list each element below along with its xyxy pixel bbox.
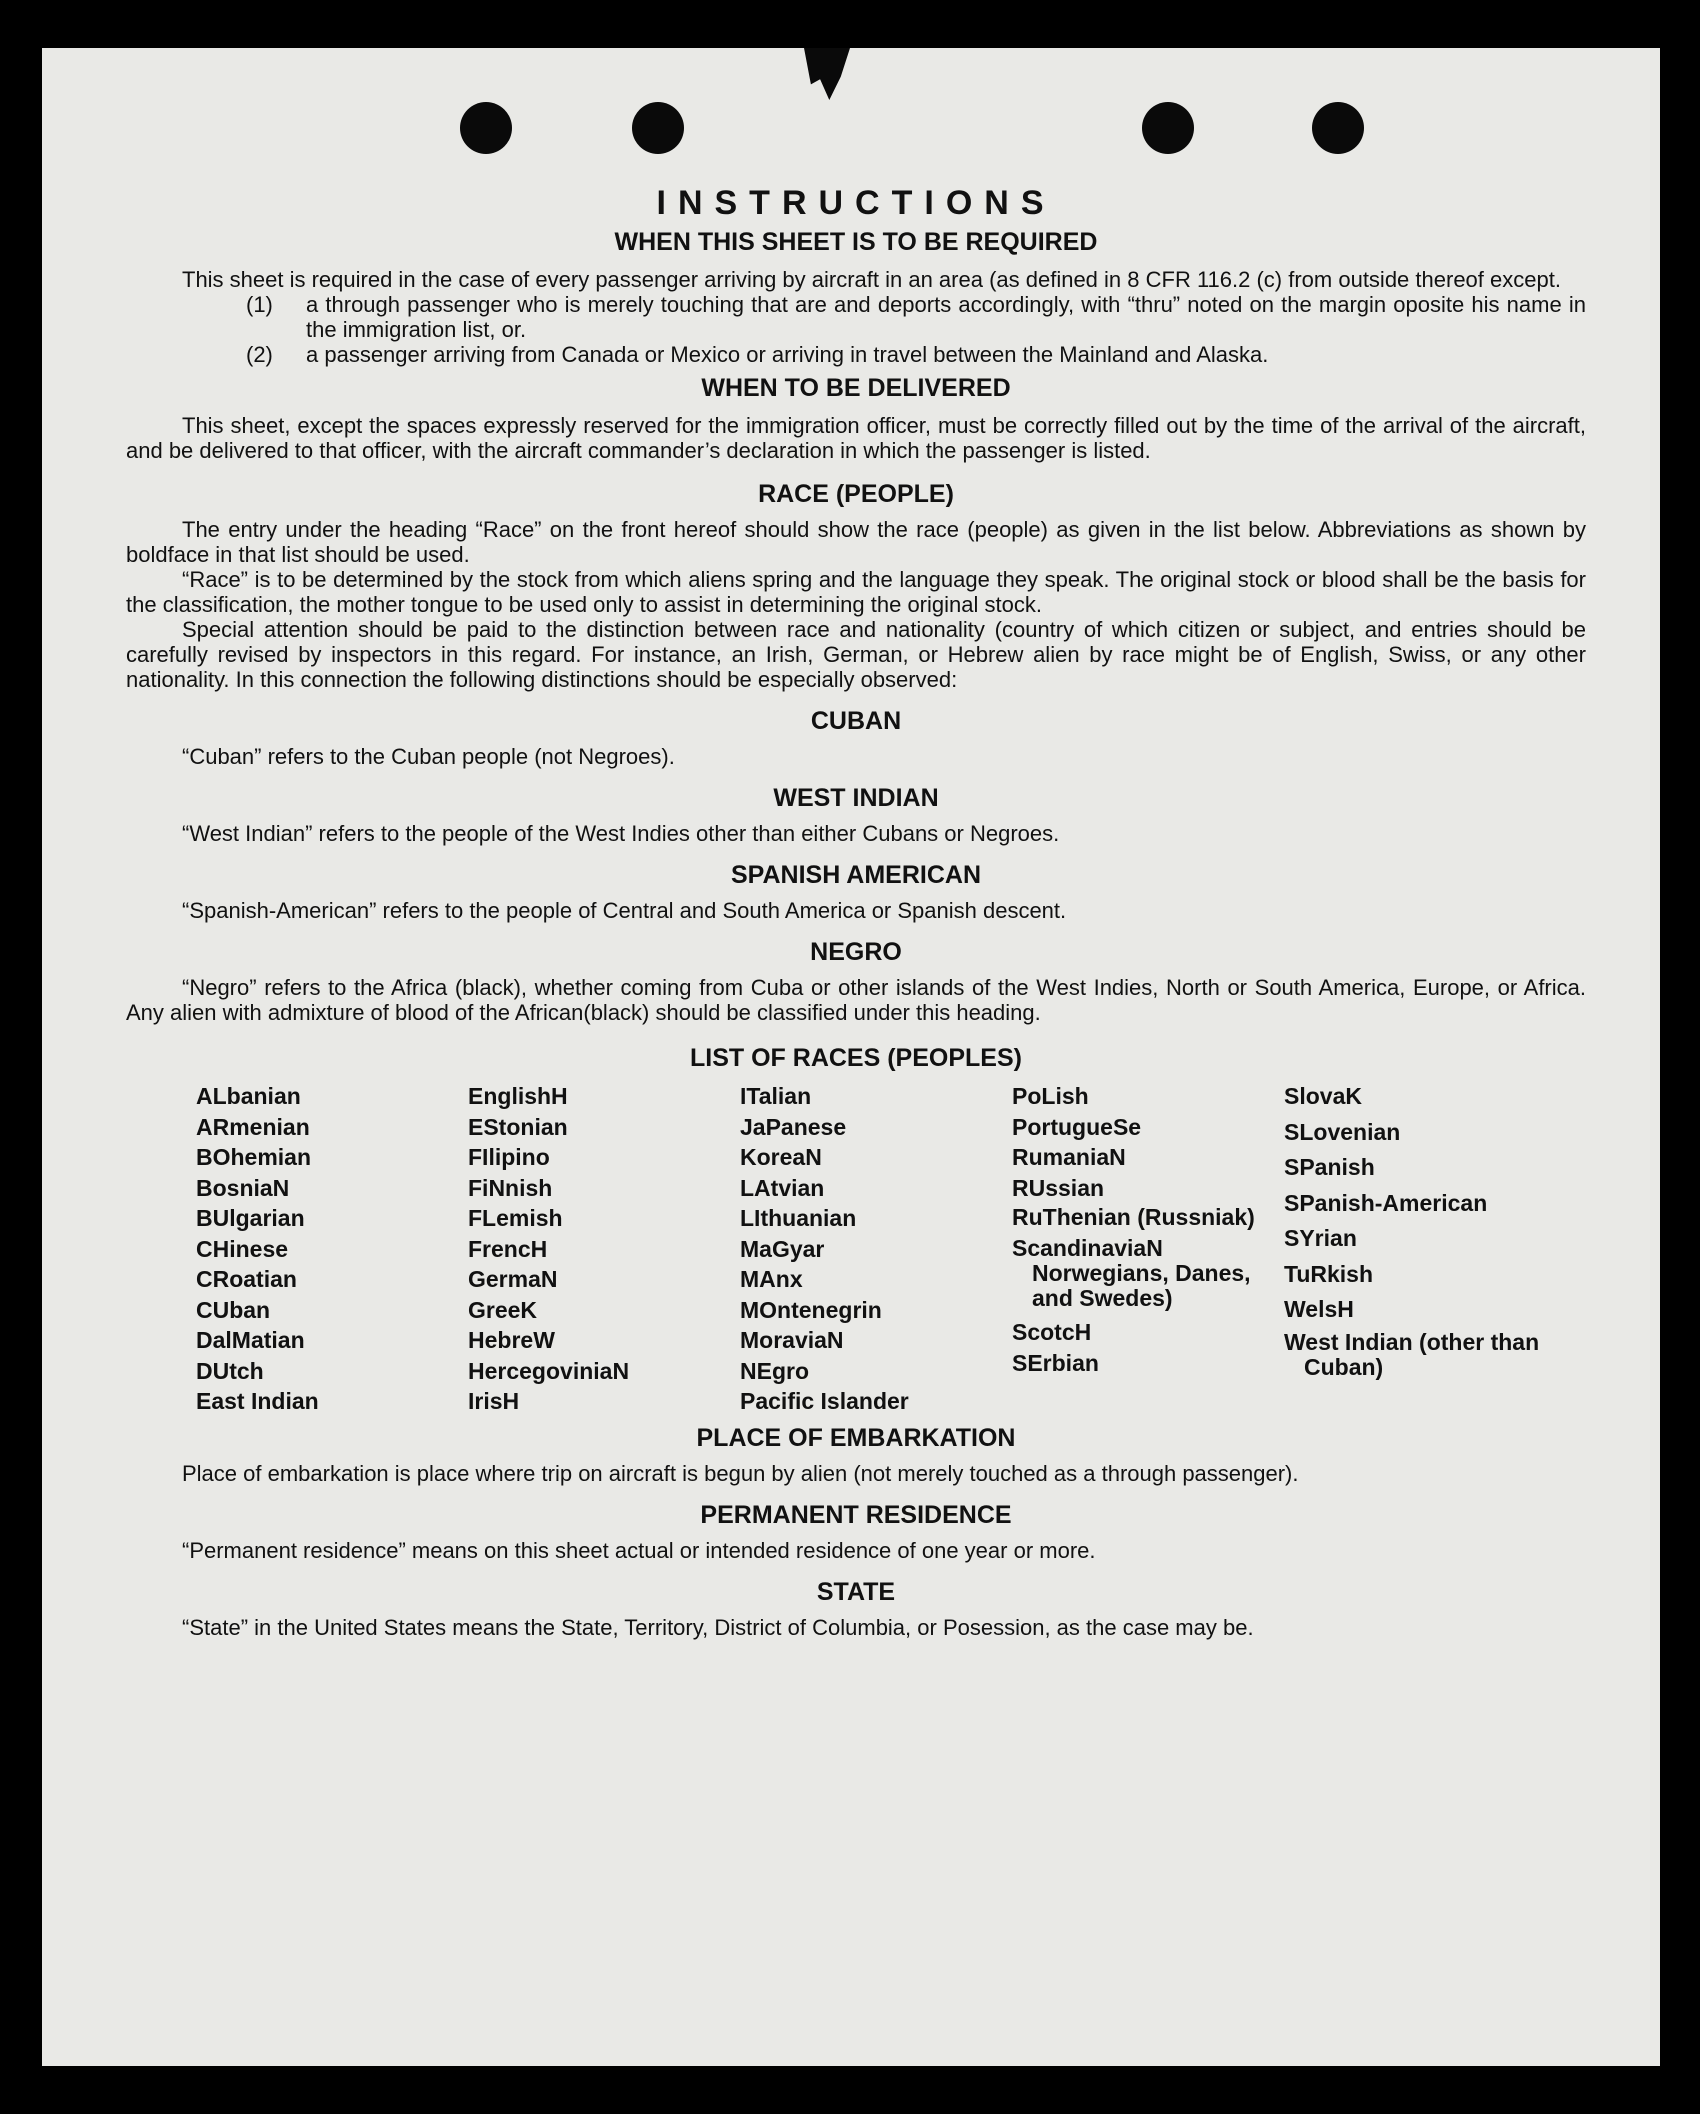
race-paragraph-3: Special attention should be paid to the distinction between race and nationality (country of which citizen or subject, and entries should be carefully revised by inspectors in this regard. For instance, an Irish, German, or Hebrew alien by race might be of English, Swiss, or any other nationality. In this connection the following distinctions should be especially observed: [126, 617, 1586, 692]
race-item: East Indian [196, 1388, 319, 1414]
race-item: ALbanian [196, 1083, 301, 1109]
race-item: JaPanese [740, 1113, 847, 1140]
state-text: “State” in the United States means the State, Territory, District of Columbia, or Posession, as the case may be. [182, 1614, 1254, 1640]
race-item: NEgro [740, 1357, 809, 1384]
punch-hole [1142, 102, 1194, 154]
race-column-4 [1012, 1081, 1284, 1417]
race-item: SYrian [1284, 1225, 1357, 1251]
race-item: MoraviaN [740, 1327, 844, 1353]
race-item: RumaniaN [1012, 1144, 1126, 1170]
spanish-american-text: “Spanish-American” refers to the people of Central and South America or Spanish descent. [182, 898, 1067, 923]
embarkation-text: Place of embarkation is place where trip on aircraft is begun by alien (not merely touched as a through passenger). [182, 1460, 1299, 1486]
race-item: PortugueSe [1012, 1113, 1142, 1140]
section-heading-spanish-american: SPANISH AMERICAN [730, 861, 981, 889]
race-list [196, 1081, 1556, 1417]
negro-text: “Negro” refers to the Africa (black), whether coming from Cuba or other islands of the West Indies, North or South America, Europe, or Africa. Any alien with admixture of blood of the African(black) should be classified under this heading. [126, 975, 1586, 1025]
page-tear [804, 48, 850, 100]
race-item: SlovaK [1284, 1083, 1362, 1109]
race-item: FiNnish [468, 1174, 553, 1201]
race-column-5 [1284, 1081, 1556, 1417]
race-item: RuThenian (Russniak) [1012, 1204, 1255, 1230]
race-item: GermaN [468, 1266, 558, 1292]
race-item: LAtvian [740, 1174, 825, 1201]
race-item: DalMatian [196, 1327, 305, 1353]
race-item: BOhemian [196, 1144, 312, 1170]
race-item: West Indian (other than Cuban) [1284, 1328, 1540, 1380]
exception-1 [246, 292, 1586, 342]
punch-hole [1312, 102, 1364, 154]
race-item: FLemish [468, 1205, 563, 1231]
delivered-text: This sheet, except the spaces expressly reserved for the immigration officer, must be correctly filled out by the time of the arrival of the aircraft, and be delivered to that officer, with the aircraft commander’s declaration in which the passenger is listed. [126, 413, 1586, 463]
race-item: WelsH [1284, 1296, 1354, 1322]
cuban-text: “Cuban” refers to the Cuban people (not Negroes). [182, 744, 675, 769]
race-item: LIthuanian [740, 1205, 857, 1231]
race-item: HercegoviniaN [468, 1357, 630, 1384]
punch-hole [460, 102, 512, 154]
exception-2-number: (2) [246, 342, 273, 367]
section-heading-embarkation: PLACE OF EMBARKATION [696, 1423, 1016, 1452]
race-item: FIlipino [468, 1144, 550, 1170]
race-paragraph-2: “Race” is to be determined by the stock from which aliens spring and the language they speak. The original stock or blood shall be the basis for the classification, the mother tongue to be used only to assist in determining the original stock. [126, 567, 1586, 617]
race-item: CRoatian [196, 1266, 297, 1292]
race-column-3 [740, 1081, 1012, 1417]
document-body [126, 184, 1586, 1640]
exception-1-number: (1) [246, 292, 273, 317]
race-item: RUssian [1012, 1174, 1105, 1201]
race-item: Pacific Islander [740, 1388, 909, 1414]
race-item: SPanish [1284, 1154, 1375, 1180]
section-heading-cuban: CUBAN [810, 707, 902, 735]
section-heading-delivered: WHEN TO BE DELIVERED [701, 374, 1011, 402]
exception-2-text: a passenger arriving from Canada or Mexico or arriving in travel between the Mainland and Alaska. [306, 342, 1269, 367]
race-item: KoreaN [740, 1144, 822, 1170]
section-heading-state: STATE [816, 1577, 896, 1606]
exception-1-text: a through passenger who is merely touching that are and deports accordingly, with “thru” noted on the margin oposite his name in the immigration list, or. [306, 292, 1586, 342]
race-item: ITalian [740, 1083, 812, 1109]
race-item: MOntenegrin [740, 1296, 882, 1323]
race-item: PoLish [1012, 1083, 1089, 1109]
west-indian-text: “West Indian” refers to the people of the West Indies other than either Cubans or Negroes. [182, 821, 1060, 846]
section-heading-residence: PERMANENT RESIDENCE [700, 1500, 1012, 1529]
race-item: ARmenian [196, 1113, 310, 1140]
page-title: INSTRUCTIONS [656, 184, 1056, 222]
document-page [42, 48, 1660, 2066]
race-item: MaGyar [740, 1235, 825, 1262]
race-item: IrisH [468, 1388, 520, 1414]
section-heading-west-indian: WEST INDIAN [773, 784, 939, 812]
section-heading-negro: NEGRO [810, 938, 902, 966]
section-heading-race-list: LIST OF RACES (PEOPLES) [690, 1044, 1022, 1072]
race-item: TuRkish [1284, 1260, 1374, 1287]
required-intro: This sheet is required in the case of every passenger arriving by aircraft in an area (as defined in 8 CFR 116.2 (c) from outside thereof except. [182, 267, 1561, 292]
race-column-1 [196, 1081, 468, 1417]
residence-text: “Permanent residence” means on this sheet actual or intended residence of one year or more. [182, 1537, 1096, 1563]
race-item: DUtch [196, 1357, 264, 1384]
section-heading-required: WHEN THIS SHEET IS TO BE REQUIRED [614, 228, 1098, 256]
race-item: GreeK [468, 1296, 538, 1323]
section-heading-race: RACE (PEOPLE) [758, 480, 954, 508]
race-item: HebreW [468, 1327, 555, 1353]
race-item: BosniaN [196, 1174, 290, 1201]
race-item: SPanish-American [1284, 1189, 1488, 1216]
race-item: BUlgarian [196, 1205, 305, 1231]
race-item: SErbian [1012, 1349, 1099, 1376]
race-item: EStonian [468, 1113, 568, 1140]
race-item: CUban [196, 1296, 271, 1323]
race-item: MAnx [740, 1266, 803, 1292]
race-item: SLovenian [1284, 1118, 1401, 1145]
race-item: CHinese [196, 1235, 289, 1262]
exception-2 [246, 342, 1586, 367]
race-column-2 [468, 1081, 740, 1417]
race-item: EnglishH [468, 1083, 568, 1109]
punch-hole [632, 102, 684, 154]
race-paragraph-1: The entry under the heading “Race” on the front hereof should show the race (people) as given in the list below. Abbreviations as shown by boldface in that list should be used. [126, 517, 1586, 567]
race-item: ScandinaviaN Norwegians, Danes, and Swedes) [1012, 1235, 1251, 1311]
race-item: FrencH [468, 1235, 548, 1262]
race-item: ScotcH [1012, 1319, 1092, 1345]
